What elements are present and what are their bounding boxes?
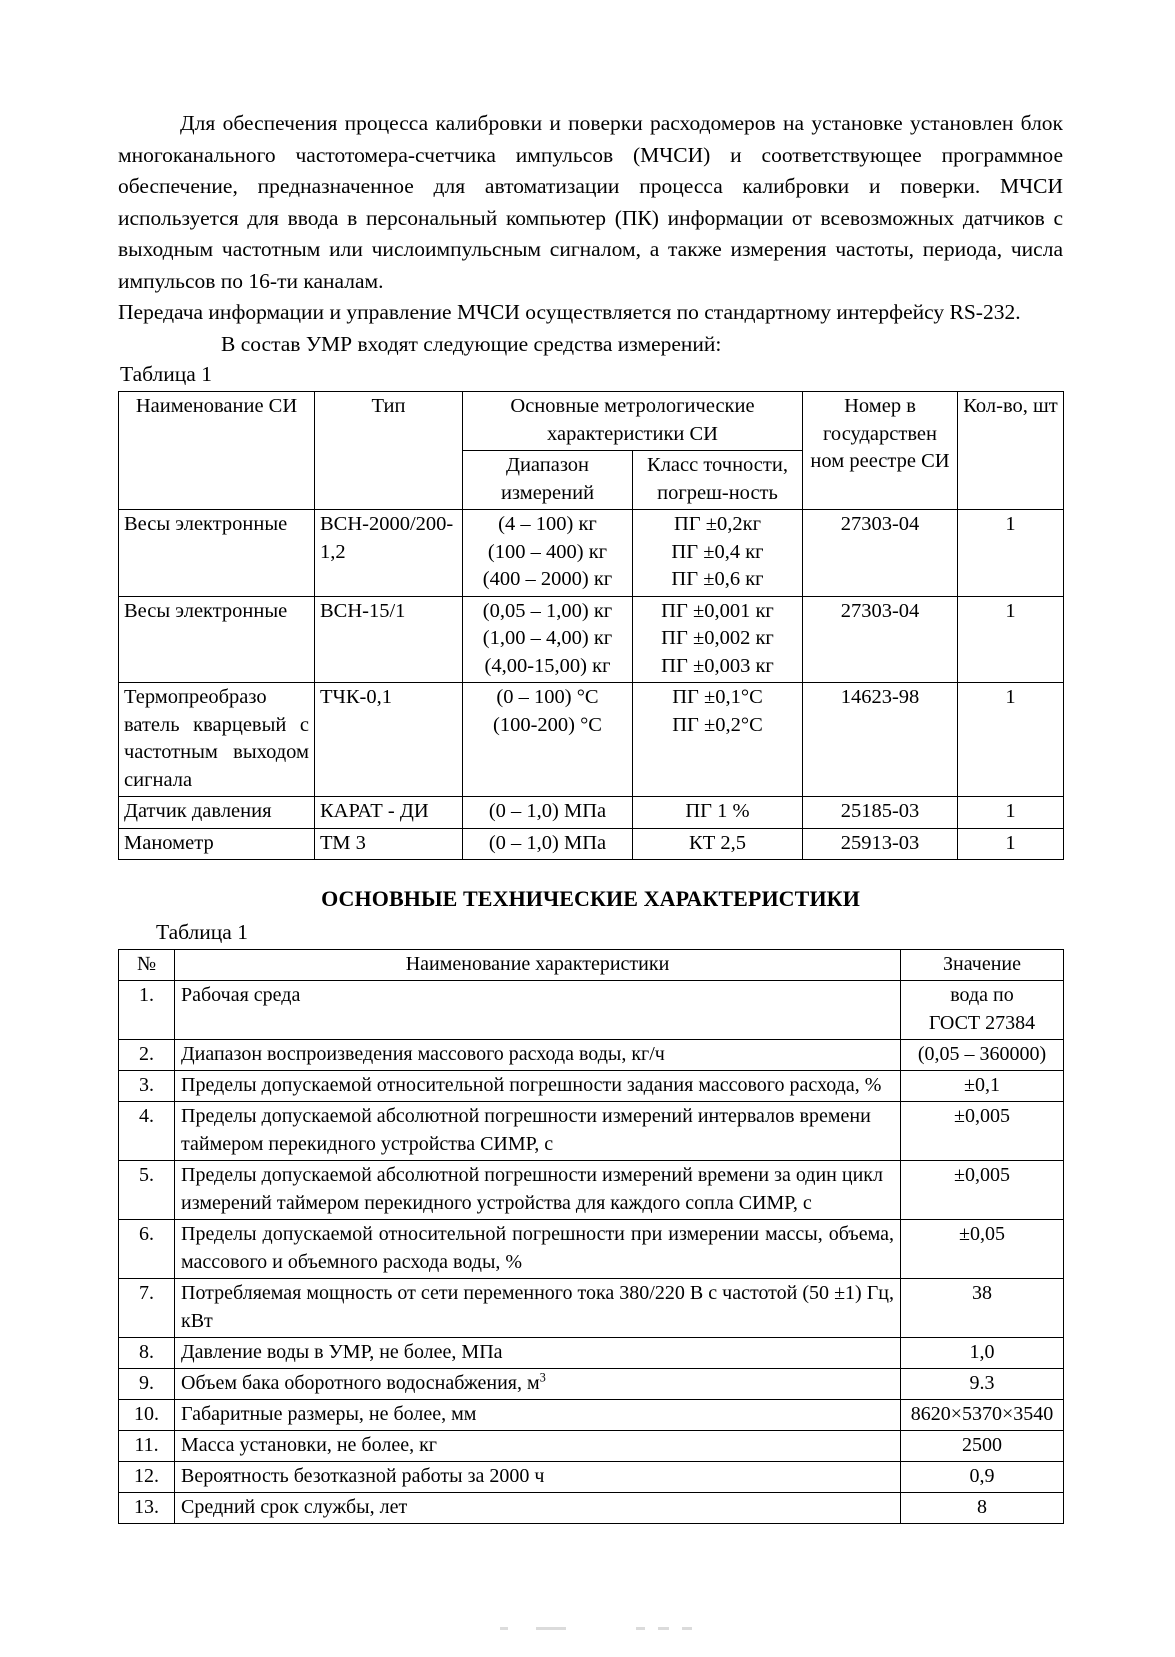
intro-paragraph-1: Для обеспечения процесса калибровки и поверки расходомеров на установке установлен блок многоканального частотомера-счетчика импульсов (МЧСИ) и соответствующее программное обеспечение, предназначенное для автоматизации процесса калибровки и поверки. МЧСИ используется для ввода в персональный компьютер (ПК) информации от всевозможных датчиков с выходным частотным или числоимпульсным сигналом, а также измерения частоты, периода, числа импульсов по 16-ти каналам.	[118, 111, 1063, 293]
cell-registry-number: 27303-04	[803, 510, 958, 597]
th-quantity: Кол-во, шт	[958, 392, 1064, 510]
th-metrological-group: Основные метрологические характеристики СИ	[463, 392, 803, 451]
table-measuring-instruments	[118, 391, 1064, 860]
table-si-body	[119, 510, 1064, 860]
cell-characteristic-value: 38	[901, 1279, 1064, 1338]
cell-characteristic-name: Диапазон воспроизведения массового расхода воды, кг/ч	[175, 1040, 901, 1071]
cell-characteristic-name: Пределы допускаемой относительной погрешности при измерении массы, объема, массового и объемного расхода воды, %	[175, 1220, 901, 1279]
th-type: Тип	[315, 392, 463, 510]
cell-instrument-name: Датчик давления	[119, 797, 315, 829]
cell-accuracy-class: ПГ 1 %	[633, 797, 803, 829]
th-accuracy-class: Класс точности, погреш-ность	[633, 451, 803, 510]
cell-row-number: 5.	[119, 1161, 175, 1220]
table-row	[119, 1338, 1064, 1369]
cell-characteristic-name: Потребляемая мощность от сети переменного тока 380/220 В с частотой (50 ±1) Гц, кВт	[175, 1279, 901, 1338]
cell-quantity: 1	[958, 828, 1064, 860]
cell-accuracy-class: ПГ ±0,2кг ПГ ±0,4 кг ПГ ±0,6 кг	[633, 510, 803, 597]
cell-row-number: 7.	[119, 1279, 175, 1338]
intro-paragraph-2: Передача информации и управление МЧСИ осуществляется по стандартному интерфейсу RS-232.	[118, 300, 1021, 324]
cell-characteristic-name: Пределы допускаемой абсолютной погрешности измерений интервалов времени таймером перекидного устройства СИМР, с	[175, 1102, 901, 1161]
cell-characteristic-name: Пределы допускаемой относительной погрешности задания массового расхода, %	[175, 1071, 901, 1102]
cell-accuracy-class: КТ 2,5	[633, 828, 803, 860]
table-row	[119, 683, 1064, 797]
table-row	[119, 797, 1064, 829]
cell-row-number: 1.	[119, 981, 175, 1040]
table-row	[119, 1431, 1064, 1462]
cell-row-number: 9.	[119, 1369, 175, 1400]
cell-quantity: 1	[958, 510, 1064, 597]
cell-characteristic-name: Габаритные размеры, не более, мм	[175, 1400, 901, 1431]
table-row	[119, 1220, 1064, 1279]
table-row	[119, 828, 1064, 860]
cell-characteristic-value: (0,05 – 360000)	[901, 1040, 1064, 1071]
th-registry-number: Номер в государствен ном реестре СИ	[803, 392, 958, 510]
table-si-header-row-1	[119, 392, 1064, 451]
table-row	[119, 596, 1064, 683]
cell-instrument-type: КАРАТ - ДИ	[315, 797, 463, 829]
cell-row-number: 12.	[119, 1462, 175, 1493]
table-row	[119, 1071, 1064, 1102]
table-row	[119, 510, 1064, 597]
table-tech-body	[119, 981, 1064, 1524]
cell-instrument-type: ТЧК-0,1	[315, 683, 463, 797]
cell-characteristic-name: Рабочая среда	[175, 981, 901, 1040]
cell-instrument-type: ТМ 3	[315, 828, 463, 860]
section-title: ОСНОВНЫЕ ТЕХНИЧЕСКИЕ ХАРАКТЕРИСТИКИ	[321, 886, 860, 911]
cell-characteristic-value: 9.3	[901, 1369, 1064, 1400]
table-row	[119, 1102, 1064, 1161]
table-row	[119, 981, 1064, 1040]
cell-characteristic-name: Средний срок службы, лет	[175, 1493, 901, 1524]
th-characteristic-value: Значение	[901, 950, 1064, 981]
table-row	[119, 1369, 1064, 1400]
cell-characteristic-name: Вероятность безотказной работы за 2000 ч	[175, 1462, 901, 1493]
cell-characteristic-value: ±0,005	[901, 1161, 1064, 1220]
cell-row-number: 3.	[119, 1071, 175, 1102]
cell-characteristic-value: 0,9	[901, 1462, 1064, 1493]
table-technical-characteristics	[118, 949, 1064, 1524]
cell-instrument-name: Манометр	[119, 828, 315, 860]
cell-quantity: 1	[958, 797, 1064, 829]
cell-quantity: 1	[958, 596, 1064, 683]
cell-row-number: 13.	[119, 1493, 175, 1524]
table-row	[119, 1400, 1064, 1431]
cell-characteristic-name: Объем бака оборотного водоснабжения, $м^3$	[175, 1369, 901, 1400]
table-row	[119, 1462, 1064, 1493]
cell-row-number: 6.	[119, 1220, 175, 1279]
cell-characteristic-value: ±0,005	[901, 1102, 1064, 1161]
table-row	[119, 1040, 1064, 1071]
cell-row-number: 11.	[119, 1431, 175, 1462]
lead-in-sentence: В состав УМР входят следующие средства измерений:	[221, 331, 722, 356]
th-row-number: №	[119, 950, 175, 981]
table-tech-header-row	[119, 950, 1064, 981]
cell-characteristic-name: Давление воды в УМР, не более, МПа	[175, 1338, 901, 1369]
cell-measurement-range: (0 – 100) °С (100-200) °С	[463, 683, 633, 797]
cell-characteristic-name: Масса установки, не более, кг	[175, 1431, 901, 1462]
cell-characteristic-value: ±0,1	[901, 1071, 1064, 1102]
cell-instrument-type: ВСН-15/1	[315, 596, 463, 683]
cell-measurement-range: (0 – 1,0) МПа	[463, 828, 633, 860]
cell-characteristic-name: Пределы допускаемой абсолютной погрешности измерений времени за один цикл измерений таймером перекидного устройства для каждого сопла СИМР, с	[175, 1161, 901, 1220]
th-characteristic-name: Наименование характеристики	[175, 950, 901, 981]
cell-accuracy-class: ПГ ±0,1°С ПГ ±0,2°С	[633, 683, 803, 797]
cell-characteristic-value: вода по ГОСТ 27384	[901, 981, 1064, 1040]
cell-registry-number: 14623-98	[803, 683, 958, 797]
th-name: Наименование СИ	[119, 392, 315, 510]
table-row	[119, 1161, 1064, 1220]
intro-text-block	[118, 108, 1063, 329]
cell-row-number: 8.	[119, 1338, 175, 1369]
cell-characteristic-value: 8	[901, 1493, 1064, 1524]
table-si-caption: Таблица 1	[120, 362, 212, 386]
cell-row-number: 10.	[119, 1400, 175, 1431]
cell-characteristic-value: 2500	[901, 1431, 1064, 1462]
table-row	[119, 1279, 1064, 1338]
cell-instrument-name: Термопреобразо ватель кварцевый с частотным выходом сигнала	[119, 683, 315, 797]
cell-registry-number: 25913-03	[803, 828, 958, 860]
cell-measurement-range: (0,05 – 1,00) кг (1,00 – 4,00) кг (4,00-15,00) кг	[463, 596, 633, 683]
cell-registry-number: 25185-03	[803, 797, 958, 829]
cell-registry-number: 27303-04	[803, 596, 958, 683]
table-tech-caption: Таблица 1	[156, 920, 248, 944]
cell-instrument-name: Весы электронные	[119, 596, 315, 683]
cell-quantity: 1	[958, 683, 1064, 797]
cell-characteristic-value: ±0,05	[901, 1220, 1064, 1279]
page-content	[118, 108, 1063, 1524]
cell-accuracy-class: ПГ ±0,001 кг ПГ ±0,002 кг ПГ ±0,003 кг	[633, 596, 803, 683]
cell-row-number: 2.	[119, 1040, 175, 1071]
cell-row-number: 4.	[119, 1102, 175, 1161]
scan-artifact	[500, 1627, 690, 1630]
cell-characteristic-value: 1,0	[901, 1338, 1064, 1369]
cell-measurement-range: (4 – 100) кг (100 – 400) кг (400 – 2000) кг	[463, 510, 633, 597]
cell-characteristic-value: 8620×5370×3540	[901, 1400, 1064, 1431]
table-row	[119, 1493, 1064, 1524]
th-range: Диапазон измерений	[463, 451, 633, 510]
cell-instrument-name: Весы электронные	[119, 510, 315, 597]
cell-instrument-type: ВСН-2000/200-1,2	[315, 510, 463, 597]
cell-measurement-range: (0 – 1,0) МПа	[463, 797, 633, 829]
